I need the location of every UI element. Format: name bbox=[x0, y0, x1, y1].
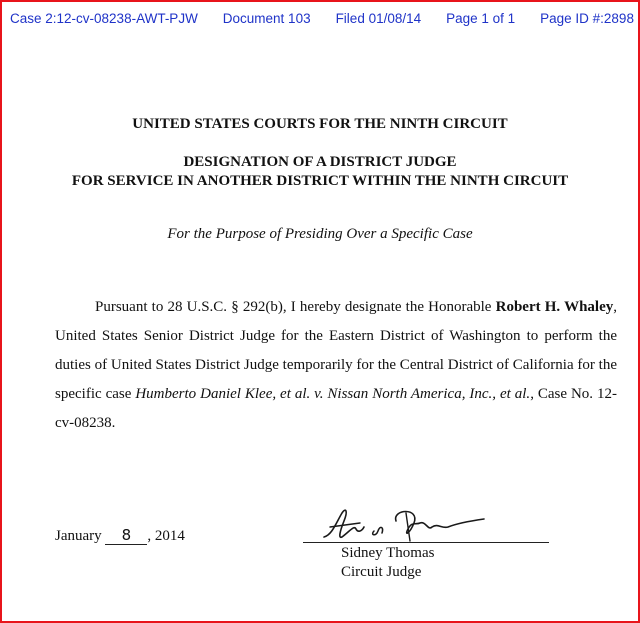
date-day: 8 bbox=[105, 526, 147, 545]
case-number: Case 2:12-cv-08238-AWT-PJW bbox=[10, 11, 198, 26]
filing-header bbox=[10, 11, 634, 26]
case-name: Humberto Daniel Klee, et al. v. Nissan North America, Inc., et al. bbox=[135, 386, 531, 402]
judge-name: Robert H. Whaley bbox=[495, 299, 614, 315]
date-month: January bbox=[55, 528, 102, 544]
signer-block bbox=[341, 544, 434, 582]
body-text-2: , United States Senior District Judge for the Eastern District of Washington to perform the duties of United States District Judge temporarily for the Central District of California for the specific case bbox=[55, 299, 617, 402]
designation-title-line-2: FOR SERVICE IN ANOTHER DISTRICT WITHIN THE NINTH CIRCUIT bbox=[71, 173, 569, 189]
document-number: Document 103 bbox=[222, 11, 311, 26]
page-id: Page ID #:2898 bbox=[540, 11, 634, 26]
date-year: , 2014 bbox=[147, 528, 185, 544]
page-count: Page 1 of 1 bbox=[446, 11, 516, 26]
signer-title: Circuit Judge bbox=[341, 564, 422, 580]
designation-title bbox=[2, 153, 638, 191]
body-text-3: , Case No. 12-cv-08238. bbox=[55, 386, 617, 431]
signature-date bbox=[55, 526, 185, 545]
designation-body bbox=[55, 293, 617, 438]
filed-date: Filed 01/08/14 bbox=[335, 11, 422, 26]
court-title: UNITED STATES COURTS FOR THE NINTH CIRCUIT bbox=[132, 116, 508, 132]
body-text-1: Pursuant to 28 U.S.C. § 292(b), I hereby designate the Honorable bbox=[95, 299, 496, 315]
handwritten-signature bbox=[320, 501, 495, 547]
designation-title-line-1: DESIGNATION OF A DISTRICT JUDGE bbox=[183, 154, 457, 170]
purpose-subtitle: For the Purpose of Presiding Over a Specific Case bbox=[167, 226, 473, 242]
signature-line bbox=[303, 542, 549, 543]
signer-name: Sidney Thomas bbox=[341, 545, 435, 561]
